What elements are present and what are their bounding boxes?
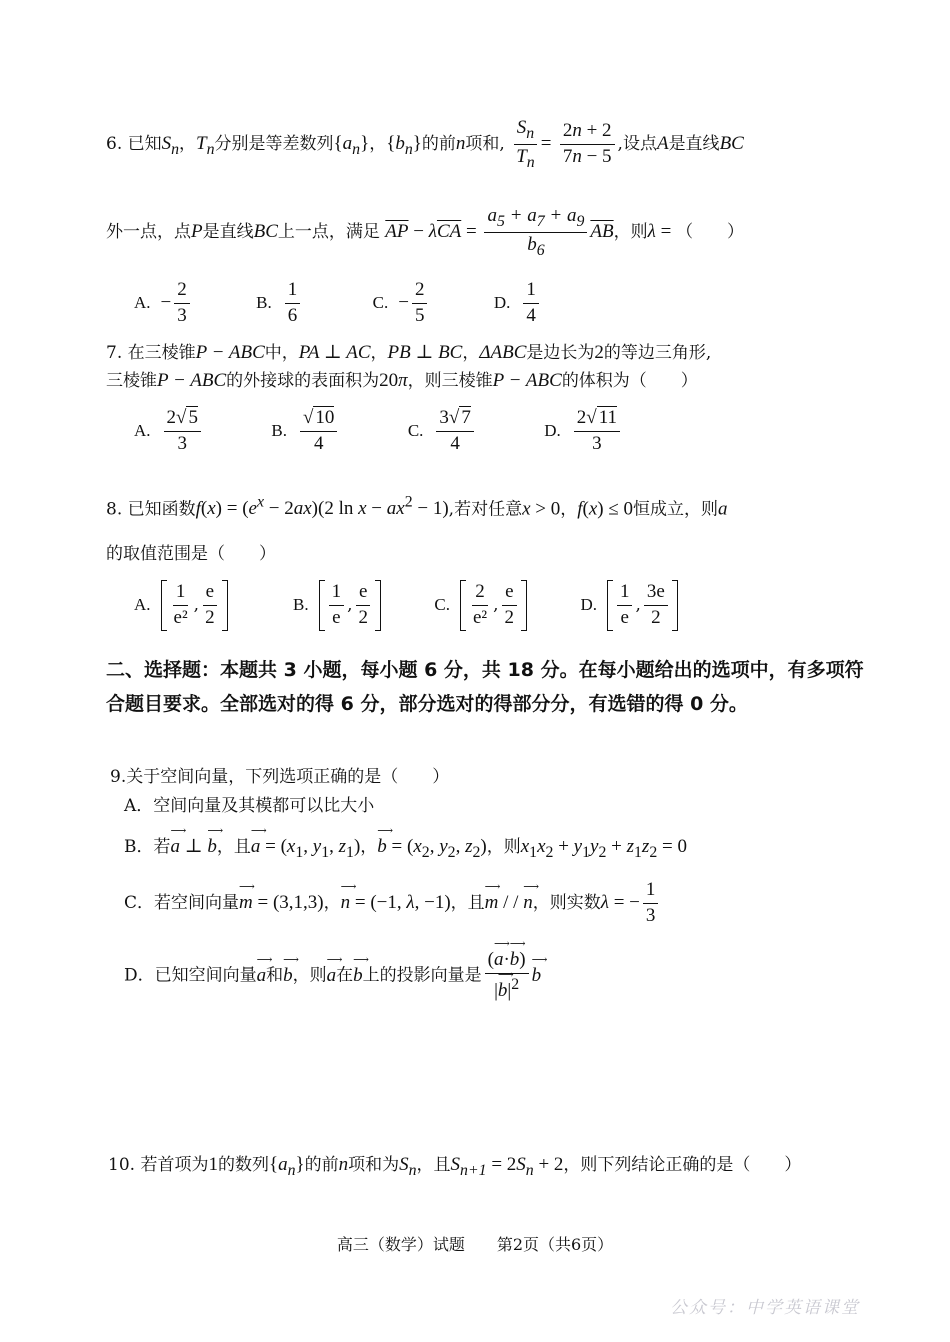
q9-option-a[interactable]: A．空间向量及其模都可以比大小 xyxy=(124,796,375,816)
q7-line1: 7. 在三棱锥P − ABC中，PA ⊥ AC，PB ⊥ BC，ΔABC是边长为2的等边三角形, xyxy=(106,342,712,363)
q9-option-c[interactable]: C．若空间向量⟶ m = (3,1,3)，⟶ n = (−1, λ, −1)，且⟶ m / / ⟶ n，则实数λ = − $\frac{1}{3}$ xyxy=(124,880,661,927)
q7-line2: 三棱锥P − ABC的外接球的表面积为20π，则三棱锥P − ABC的体积为（ ） xyxy=(106,370,698,391)
q6-line2: 外一点，点P是直线BC上一点，满足 $\overline{AP} - \lambda\overline{CA}$ = $\frac{a_5 + a_7 + a_9}{b_6}$ $\overline{AB}$，则λ = （ ） xyxy=(106,205,745,259)
q9-option-d[interactable]: D．已知空间向量⟶ a和⟶ b，则⟶ a在⟶ b上的投影向量是 $\frac{(⟶ a\cdot⟶ b)}{|⟶ b|^2}$ ⟶ b xyxy=(124,950,541,1002)
q7-options xyxy=(134,408,663,455)
section2-heading: 二、选择题：本题共 3 小题，每小题 6 分，共 18 分。在每小题给出的选项中，有多项符合题目要求。全部选对的得 6 分，部分选对的得部分分，有选错的得 0 分。 xyxy=(106,659,864,715)
q6-options xyxy=(134,280,582,327)
q6-option-b[interactable]: B. $\frac{1}{6}$ xyxy=(256,280,303,327)
q8-option-b[interactable]: B. $\frac{1}{e}$ , $\frac{e}{2}$ xyxy=(293,580,381,631)
q8-line1: 8. 已知函数$f(x) = (e^x - 2ax)(2$ $\ln x - ax^2 - 1$),若对任意x > 0，f(x) ≤ 0恒成立，则a xyxy=(106,494,728,520)
q6-option-d[interactable]: D. $\frac{1}{4}$ xyxy=(494,280,542,327)
q8-line2: 的取值范围是（ ） xyxy=(106,544,276,564)
page-footer: 高三（数学）试题 第2页（共6页） xyxy=(336,1235,614,1254)
q8-option-a[interactable]: A. $\frac{1}{\text{e²}}$ , $\frac{e}{2}$ xyxy=(134,580,228,631)
q6-ratio-fraction: $\frac{S_n}{T_n}$ xyxy=(513,118,538,171)
q8-option-c[interactable]: C. $\frac{2}{\text{e²}}$ , $\frac{e}{2}$ xyxy=(434,580,527,631)
q6-option-c[interactable]: C. − $\frac{2}{5}$ xyxy=(373,280,431,327)
q9-option-b[interactable]: B．若⟶ a ⊥ ⟶ b，且⟶ $a = (x_1$, $y_1$, $z_1$)，⟶ $b = (x_2$, $y_2$, $z_2$)，则$x_1x_2 + y_1y_2 + z_1z_2 = 0$ xyxy=(124,832,687,862)
q7-option-c[interactable]: C. $\frac{3√ 7}{4}$ xyxy=(408,408,477,455)
q7-option-a[interactable]: A. $\frac{2√ 5}{3}$ xyxy=(134,408,204,455)
q10-stem: 10. 若首项为1的数列$\{a_n\}$的前n项和为$S_n$，且$S_{n+1} = 2S_n + 2$，则下列结论正确的是（ ） xyxy=(108,1154,802,1179)
q8-option-d[interactable]: D. $\frac{1}{e}$ , $\frac{3e}{2}$ xyxy=(580,580,677,631)
q9-stem: 9.关于空间向量，下列选项正确的是（ ） xyxy=(110,767,450,787)
q7-option-b[interactable]: B. $\frac{√ 10}{4}$ xyxy=(271,408,340,455)
q6-option-a[interactable]: A. − $\frac{2}{3}$ xyxy=(134,280,193,327)
watermark: 公众号：中学英语课堂 xyxy=(670,1298,860,1318)
q8-options xyxy=(134,580,718,631)
q6-line1: 6. 已知$S_n$，$T_n$分别是等差数列$\{a_n\}$，$\{b_n\}$的前n项和, $\frac{S_n}{T_n}$ = $\frac{2n + 2}{7n - 5}$ ,设点A是直线BC xyxy=(106,117,744,171)
q7-option-d[interactable]: D. $\frac{2√ 11}{3}$ xyxy=(544,408,623,455)
